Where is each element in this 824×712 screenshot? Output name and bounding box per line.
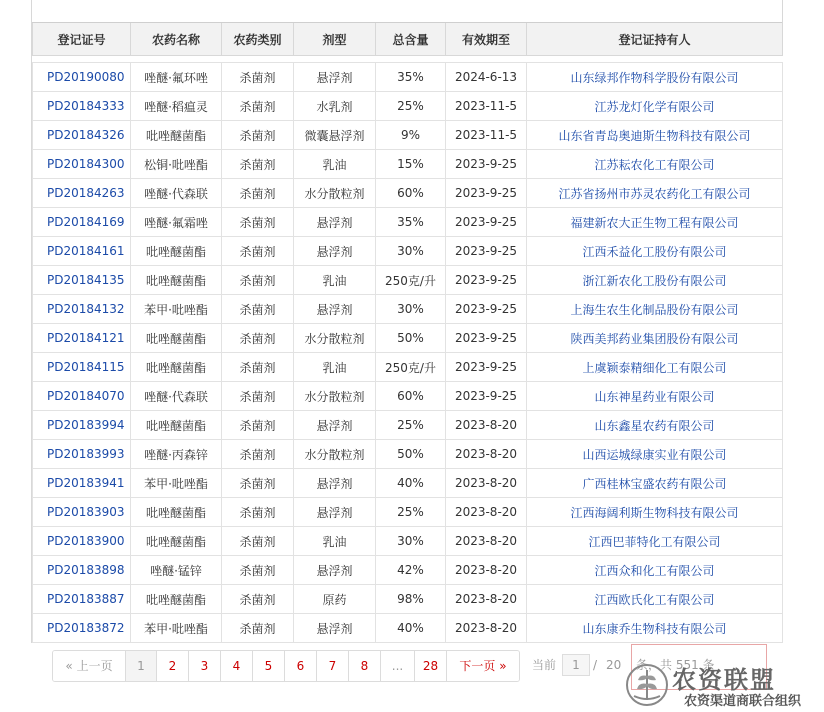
category-cell: 杀菌剂 (222, 324, 294, 353)
formulation-cell: 水分散粒剂 (294, 440, 376, 469)
content-cell: 60% (376, 382, 446, 411)
category-cell: 杀菌剂 (222, 556, 294, 585)
jump-label: 当前 (532, 658, 557, 672)
name-cell: 吡唑醚菌酯 (131, 121, 222, 150)
name-cell: 唑醚·代森联 (131, 179, 222, 208)
registration-table (32, 23, 783, 643)
pagination-ellipsis: ... (381, 651, 415, 681)
table-row (33, 237, 783, 266)
table-row (33, 353, 783, 382)
page-current: 1 (126, 651, 157, 681)
reg-number-cell[interactable]: PD20190080 (33, 63, 131, 92)
registration-table-container (31, 0, 783, 643)
content-cell: 250克/升 (376, 353, 446, 382)
formulation-cell: 水分散粒剂 (294, 324, 376, 353)
table-row (33, 179, 783, 208)
holder-cell[interactable]: 江西海阔利斯生物科技有限公司 (527, 498, 783, 527)
holder-cell[interactable]: 福建新农大正生物工程有限公司 (527, 208, 783, 237)
reg-number-cell[interactable]: PD20183993 (33, 440, 131, 469)
expiry-cell: 2023-9-25 (446, 237, 527, 266)
page-7-link[interactable]: 7 (317, 651, 349, 681)
reg-number-cell[interactable]: PD20184169 (33, 208, 131, 237)
formulation-cell: 悬浮剂 (294, 498, 376, 527)
content-cell: 50% (376, 324, 446, 353)
col-holder[interactable]: 登记证持有人 (527, 23, 783, 56)
category-cell: 杀菌剂 (222, 498, 294, 527)
gap-cell (33, 56, 783, 63)
expiry-cell: 2023-8-20 (446, 585, 527, 614)
page-8-link[interactable]: 8 (349, 651, 381, 681)
category-cell: 杀菌剂 (222, 382, 294, 411)
holder-cell[interactable]: 山东康乔生物科技有限公司 (527, 614, 783, 643)
reg-number-cell[interactable]: PD20184333 (33, 92, 131, 121)
formulation-cell: 乳油 (294, 150, 376, 179)
name-cell: 苯甲·吡唑酯 (131, 295, 222, 324)
expiry-cell: 2023-8-20 (446, 469, 527, 498)
category-cell: 杀菌剂 (222, 121, 294, 150)
formulation-cell: 悬浮剂 (294, 63, 376, 92)
col-pesticide-name[interactable]: 农药名称 (131, 23, 222, 56)
reg-number-cell[interactable]: PD20183887 (33, 585, 131, 614)
holder-cell[interactable]: 江西禾益化工股份有限公司 (527, 237, 783, 266)
table-row (33, 295, 783, 324)
reg-number-cell[interactable]: PD20183898 (33, 556, 131, 585)
name-cell: 吡唑醚菌酯 (131, 353, 222, 382)
page-jump-input[interactable]: 1 (562, 654, 590, 676)
category-cell: 杀菌剂 (222, 614, 294, 643)
name-cell: 苯甲·吡唑酯 (131, 469, 222, 498)
content-cell: 42% (376, 556, 446, 585)
content-cell: 40% (376, 614, 446, 643)
jump-slash: / (593, 658, 598, 672)
content-cell: 40% (376, 469, 446, 498)
holder-cell[interactable]: 江苏省扬州市苏灵农药化工有限公司 (527, 179, 783, 208)
expiry-cell: 2023-8-20 (446, 440, 527, 469)
name-cell: 唑醚·代森联 (131, 382, 222, 411)
page-4-link[interactable]: 4 (221, 651, 253, 681)
total-count: 条，共 551 条 (636, 658, 715, 672)
table-row (33, 440, 783, 469)
holder-cell[interactable]: 江西欧氏化工有限公司 (527, 585, 783, 614)
formulation-cell: 悬浮剂 (294, 556, 376, 585)
expiry-cell: 2023-9-25 (446, 382, 527, 411)
category-cell: 杀菌剂 (222, 585, 294, 614)
table-row (33, 208, 783, 237)
name-cell: 吡唑醚菌酯 (131, 266, 222, 295)
col-reg-number[interactable]: 登记证号 (33, 23, 131, 56)
holder-cell[interactable]: 上海生农生化制品股份有限公司 (527, 295, 783, 324)
holder-cell[interactable]: 山东绿邦作物科学股份有限公司 (527, 63, 783, 92)
reg-number-cell[interactable]: PD20184326 (33, 121, 131, 150)
expiry-cell: 2024-6-13 (446, 63, 527, 92)
table-header-row (33, 23, 783, 56)
table-row (33, 527, 783, 556)
table-row (33, 150, 783, 179)
holder-cell[interactable]: 广西桂林宝盛农药有限公司 (527, 469, 783, 498)
formulation-cell: 悬浮剂 (294, 411, 376, 440)
name-cell: 唑醚·氟霜唑 (131, 208, 222, 237)
reg-number-cell[interactable]: PD20183903 (33, 498, 131, 527)
table-row (33, 63, 783, 92)
content-cell: 35% (376, 63, 446, 92)
reg-number-cell[interactable]: PD20184115 (33, 353, 131, 382)
name-cell: 吡唑醚菌酯 (131, 527, 222, 556)
expiry-cell: 2023-9-25 (446, 208, 527, 237)
content-cell: 50% (376, 440, 446, 469)
category-cell: 杀菌剂 (222, 208, 294, 237)
reg-number-cell[interactable]: PD20183994 (33, 411, 131, 440)
formulation-cell: 悬浮剂 (294, 614, 376, 643)
total-pages: 20 (606, 658, 622, 672)
name-cell: 唑醚·稻瘟灵 (131, 92, 222, 121)
name-cell: 吡唑醚菌酯 (131, 411, 222, 440)
formulation-cell: 乳油 (294, 266, 376, 295)
content-cell: 30% (376, 527, 446, 556)
watermark (624, 658, 824, 712)
name-cell: 吡唑醚菌酯 (131, 498, 222, 527)
name-cell: 唑醚·丙森锌 (131, 440, 222, 469)
col-content[interactable]: 总含量 (376, 23, 446, 56)
table-row (33, 585, 783, 614)
formulation-cell: 悬浮剂 (294, 295, 376, 324)
formulation-cell: 悬浮剂 (294, 469, 376, 498)
formulation-cell: 原药 (294, 585, 376, 614)
content-cell: 98% (376, 585, 446, 614)
content-cell: 25% (376, 411, 446, 440)
reg-number-cell[interactable]: PD20183900 (33, 527, 131, 556)
category-cell: 杀菌剂 (222, 237, 294, 266)
expiry-cell: 2023-9-25 (446, 179, 527, 208)
table-row (33, 498, 783, 527)
category-cell: 杀菌剂 (222, 440, 294, 469)
expiry-cell: 2023-9-25 (446, 266, 527, 295)
category-cell: 杀菌剂 (222, 353, 294, 382)
expiry-cell: 2023-11-5 (446, 121, 527, 150)
table-row (33, 469, 783, 498)
holder-cell[interactable]: 浙江新农化工股份有限公司 (527, 266, 783, 295)
category-cell: 杀菌剂 (222, 92, 294, 121)
page-2-link[interactable]: 2 (157, 651, 189, 681)
category-cell: 杀菌剂 (222, 63, 294, 92)
table-row (33, 324, 783, 353)
name-cell: 吡唑醚菌酯 (131, 585, 222, 614)
expiry-cell: 2023-9-25 (446, 324, 527, 353)
table-row (33, 266, 783, 295)
watermark-subtitle: 农资渠道商联合组织 (684, 694, 802, 709)
content-cell: 250克/升 (376, 266, 446, 295)
col-expiry[interactable]: 有效期至 (446, 23, 527, 56)
name-cell: 吡唑醚菌酯 (131, 237, 222, 266)
wheat-logo-icon (624, 662, 670, 708)
col-formulation[interactable]: 剂型 (294, 23, 376, 56)
content-cell: 30% (376, 295, 446, 324)
table-row (33, 614, 783, 643)
formulation-cell: 乳油 (294, 527, 376, 556)
formulation-cell: 水乳剂 (294, 92, 376, 121)
reg-number-cell[interactable]: PD20184121 (33, 324, 131, 353)
name-cell: 松铜·吡唑酯 (131, 150, 222, 179)
name-cell: 唑醚·锰锌 (131, 556, 222, 585)
page-5-link[interactable]: 5 (253, 651, 285, 681)
name-cell: 吡唑醚菌酯 (131, 324, 222, 353)
content-cell: 9% (376, 121, 446, 150)
formulation-cell: 微囊悬浮剂 (294, 121, 376, 150)
content-cell: 15% (376, 150, 446, 179)
expiry-cell: 2023-9-25 (446, 295, 527, 324)
table-row (33, 121, 783, 150)
table-top-edge (32, 0, 782, 23)
formulation-cell: 水分散粒剂 (294, 382, 376, 411)
expiry-cell: 2023-8-20 (446, 614, 527, 643)
expiry-cell: 2023-8-20 (446, 527, 527, 556)
reg-number-cell[interactable]: PD20184263 (33, 179, 131, 208)
table-row (33, 556, 783, 585)
holder-cell[interactable]: 山东鑫星农药有限公司 (527, 411, 783, 440)
holder-cell[interactable]: 江西巴菲特化工有限公司 (527, 527, 783, 556)
table-row (33, 382, 783, 411)
category-cell: 杀菌剂 (222, 266, 294, 295)
pagination (52, 650, 520, 682)
formulation-cell: 水分散粒剂 (294, 179, 376, 208)
expiry-cell: 2023-11-5 (446, 92, 527, 121)
formulation-cell: 悬浮剂 (294, 237, 376, 266)
expiry-cell: 2023-9-25 (446, 353, 527, 382)
holder-cell[interactable]: 上虞颖泰精细化工有限公司 (527, 353, 783, 382)
reg-number-cell[interactable]: PD20183872 (33, 614, 131, 643)
name-cell: 唑醚·氟环唑 (131, 63, 222, 92)
expiry-cell: 2023-8-20 (446, 556, 527, 585)
table-row (33, 92, 783, 121)
reg-number-cell[interactable]: PD20183941 (33, 469, 131, 498)
page-6-link[interactable]: 6 (285, 651, 317, 681)
page-3-link[interactable]: 3 (189, 651, 221, 681)
holder-cell[interactable]: 山东神星药业有限公司 (527, 382, 783, 411)
content-cell: 25% (376, 498, 446, 527)
reg-number-cell[interactable]: PD20184161 (33, 237, 131, 266)
watermark-title: 农资联盟 (672, 665, 776, 694)
header-gap (33, 56, 783, 63)
holder-cell[interactable]: 陕西美邦药业集团股份有限公司 (527, 324, 783, 353)
holder-cell[interactable]: 山东省青岛奥迪斯生物科技有限公司 (527, 121, 783, 150)
reg-number-cell[interactable]: PD20184300 (33, 150, 131, 179)
content-cell: 30% (376, 237, 446, 266)
category-cell: 杀菌剂 (222, 179, 294, 208)
formulation-cell: 乳油 (294, 353, 376, 382)
category-cell: 杀菌剂 (222, 150, 294, 179)
category-cell: 杀菌剂 (222, 411, 294, 440)
name-cell: 苯甲·吡唑酯 (131, 614, 222, 643)
next-page-button[interactable]: 下一页 » (447, 651, 519, 681)
expiry-cell: 2023-8-20 (446, 498, 527, 527)
content-cell: 60% (376, 179, 446, 208)
expiry-cell: 2023-8-20 (446, 411, 527, 440)
content-cell: 35% (376, 208, 446, 237)
category-cell: 杀菌剂 (222, 295, 294, 324)
prev-page-button[interactable]: « 上一页 (53, 651, 126, 681)
reg-number-cell[interactable]: PD20184135 (33, 266, 131, 295)
holder-cell[interactable]: 江苏龙灯化学有限公司 (527, 92, 783, 121)
col-category[interactable]: 农药类别 (222, 23, 294, 56)
holder-cell[interactable]: 山西运城绿康实业有限公司 (527, 440, 783, 469)
table-row (33, 411, 783, 440)
category-cell: 杀菌剂 (222, 469, 294, 498)
page-last-link[interactable]: 28 (415, 651, 447, 681)
formulation-cell: 悬浮剂 (294, 208, 376, 237)
category-cell: 杀菌剂 (222, 527, 294, 556)
reg-number-cell[interactable]: PD20184070 (33, 382, 131, 411)
reg-number-cell[interactable]: PD20184132 (33, 295, 131, 324)
expiry-cell: 2023-9-25 (446, 150, 527, 179)
content-cell: 25% (376, 92, 446, 121)
holder-cell[interactable]: 江西众和化工有限公司 (527, 556, 783, 585)
holder-cell[interactable]: 江苏耘农化工有限公司 (527, 150, 783, 179)
